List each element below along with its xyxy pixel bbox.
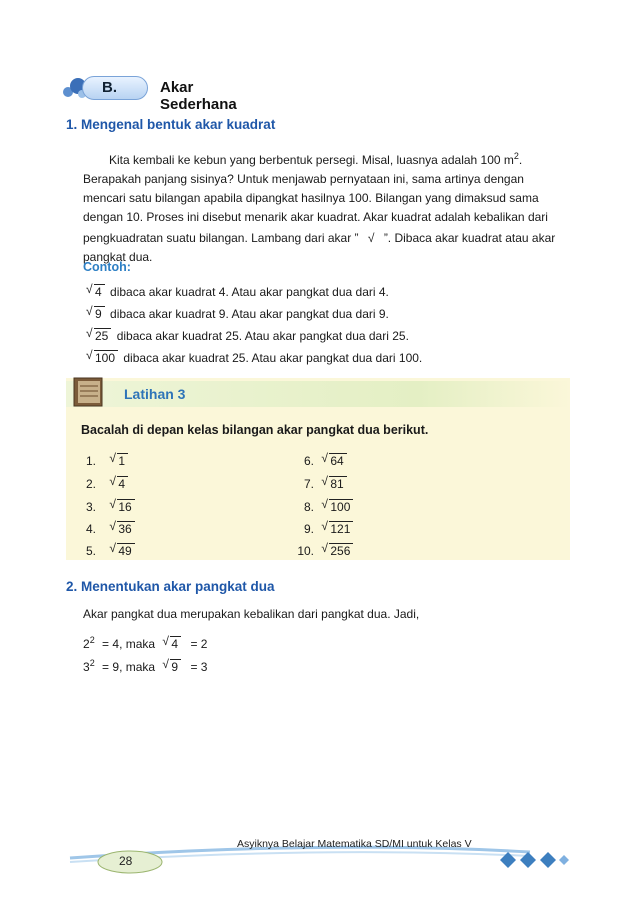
exercise-title: Latihan 3 bbox=[124, 386, 186, 402]
exercise-item: 5. √ 49 bbox=[86, 543, 137, 558]
radical: √ 100 bbox=[321, 499, 353, 514]
equation-2: $3^2 = 9$, maka √ 9 = 3 bbox=[83, 657, 208, 674]
intro-line-1: Kita kembali ke kebun yang berbentuk persegi. Misal, luasnya adalah 100 $m^2$. bbox=[109, 151, 523, 167]
radical: √ 100 bbox=[86, 350, 118, 365]
subsection-title-1: 1. Mengenal bentuk akar kuadrat bbox=[66, 117, 276, 132]
intro-line-3: mencari satu bilangan apabila dipangkat hasilnya 100. Bilangan yang dimaksud sama bbox=[83, 191, 539, 205]
intro-line-5: pengkuadratan suatu bilangan. Lambang dari akar ” √ ”. Dibaca akar kuadrat atau akar bbox=[83, 229, 575, 248]
radical: √ 4 bbox=[162, 636, 181, 651]
radical: √ 16 bbox=[109, 499, 134, 514]
exercise-item: 3. √ 16 bbox=[86, 499, 137, 514]
example-item: √ 25 dibaca akar kuadrat 25. Atau akar pangkat dua dari 25. bbox=[86, 326, 409, 343]
intro-line-2: Berapakah panjang sisinya? Untuk menjawab pernyataan ini, sama artinya dengan bbox=[83, 172, 524, 186]
section-heading bbox=[68, 70, 250, 113]
exercise-item: 8. √ 100 bbox=[290, 499, 355, 514]
section-letter: B. bbox=[102, 79, 117, 96]
subsection-2-description: Akar pangkat dua merupakan kebalikan dari pangkat dua. Jadi, bbox=[83, 607, 420, 621]
equation-1: $2^2 = 4$, maka √ 4 = 2 bbox=[83, 634, 208, 651]
radical-symbol: √ bbox=[367, 231, 375, 245]
radical: √ 4 bbox=[86, 284, 105, 299]
section-title: Akar Sederhana bbox=[160, 79, 237, 113]
exercise-item: 10. √ 256 bbox=[290, 543, 355, 558]
radical: √ 9 bbox=[162, 659, 181, 674]
exercise-item: 2. √ 4 bbox=[86, 476, 130, 491]
radical: √ 81 bbox=[321, 476, 346, 491]
exercise-item: 9. √ 121 bbox=[290, 521, 355, 536]
radical: √ 49 bbox=[109, 543, 134, 558]
radical: √ 256 bbox=[321, 543, 353, 558]
radical: √ 36 bbox=[109, 521, 134, 536]
exercise-instruction: Bacalah di depan kelas bilangan akar pangkat dua berikut. bbox=[81, 423, 429, 437]
example-item: √ 4 dibaca akar kuadrat 4. Atau akar pangkat dua dari 4. bbox=[86, 282, 389, 299]
exercise-item: 1. √ 1 bbox=[86, 453, 130, 468]
radical: √ 121 bbox=[321, 521, 353, 536]
radical: √ 25 bbox=[86, 328, 111, 343]
radical: √ 64 bbox=[321, 453, 346, 468]
example-item: √ 100 dibaca akar kuadrat 25. Atau akar pangkat dua dari 100. bbox=[86, 348, 423, 365]
footer-text: Asyiknya Belajar Matematika SD/MI untuk Kelas V bbox=[237, 838, 472, 850]
exercise-item: 4. √ 36 bbox=[86, 521, 137, 536]
book-icon bbox=[70, 372, 110, 412]
intro-line-4: dengan 10. Proses ini disebut menarik akar kuadrat. Akar kuadrat adalah kebalikan dari bbox=[83, 210, 548, 224]
subsection-title-2: 2. Menentukan akar pangkat dua bbox=[66, 579, 275, 594]
example-label: Contoh: bbox=[83, 260, 131, 274]
intro-line-6: pangkat dua. bbox=[83, 250, 153, 264]
intro-paragraph bbox=[83, 147, 575, 267]
radical: √ 1 bbox=[109, 453, 128, 468]
page-number: 28 bbox=[119, 854, 133, 868]
radical: √ 9 bbox=[86, 306, 105, 321]
exercise-item: 6. √ 64 bbox=[290, 453, 349, 468]
radical: √ 4 bbox=[109, 476, 128, 491]
diamond-decor-icon bbox=[498, 850, 570, 870]
exercise-item: 7. √ 81 bbox=[290, 476, 349, 491]
example-item: √ 9 dibaca akar kuadrat 9. Atau akar pangkat dua dari 9. bbox=[86, 304, 389, 321]
